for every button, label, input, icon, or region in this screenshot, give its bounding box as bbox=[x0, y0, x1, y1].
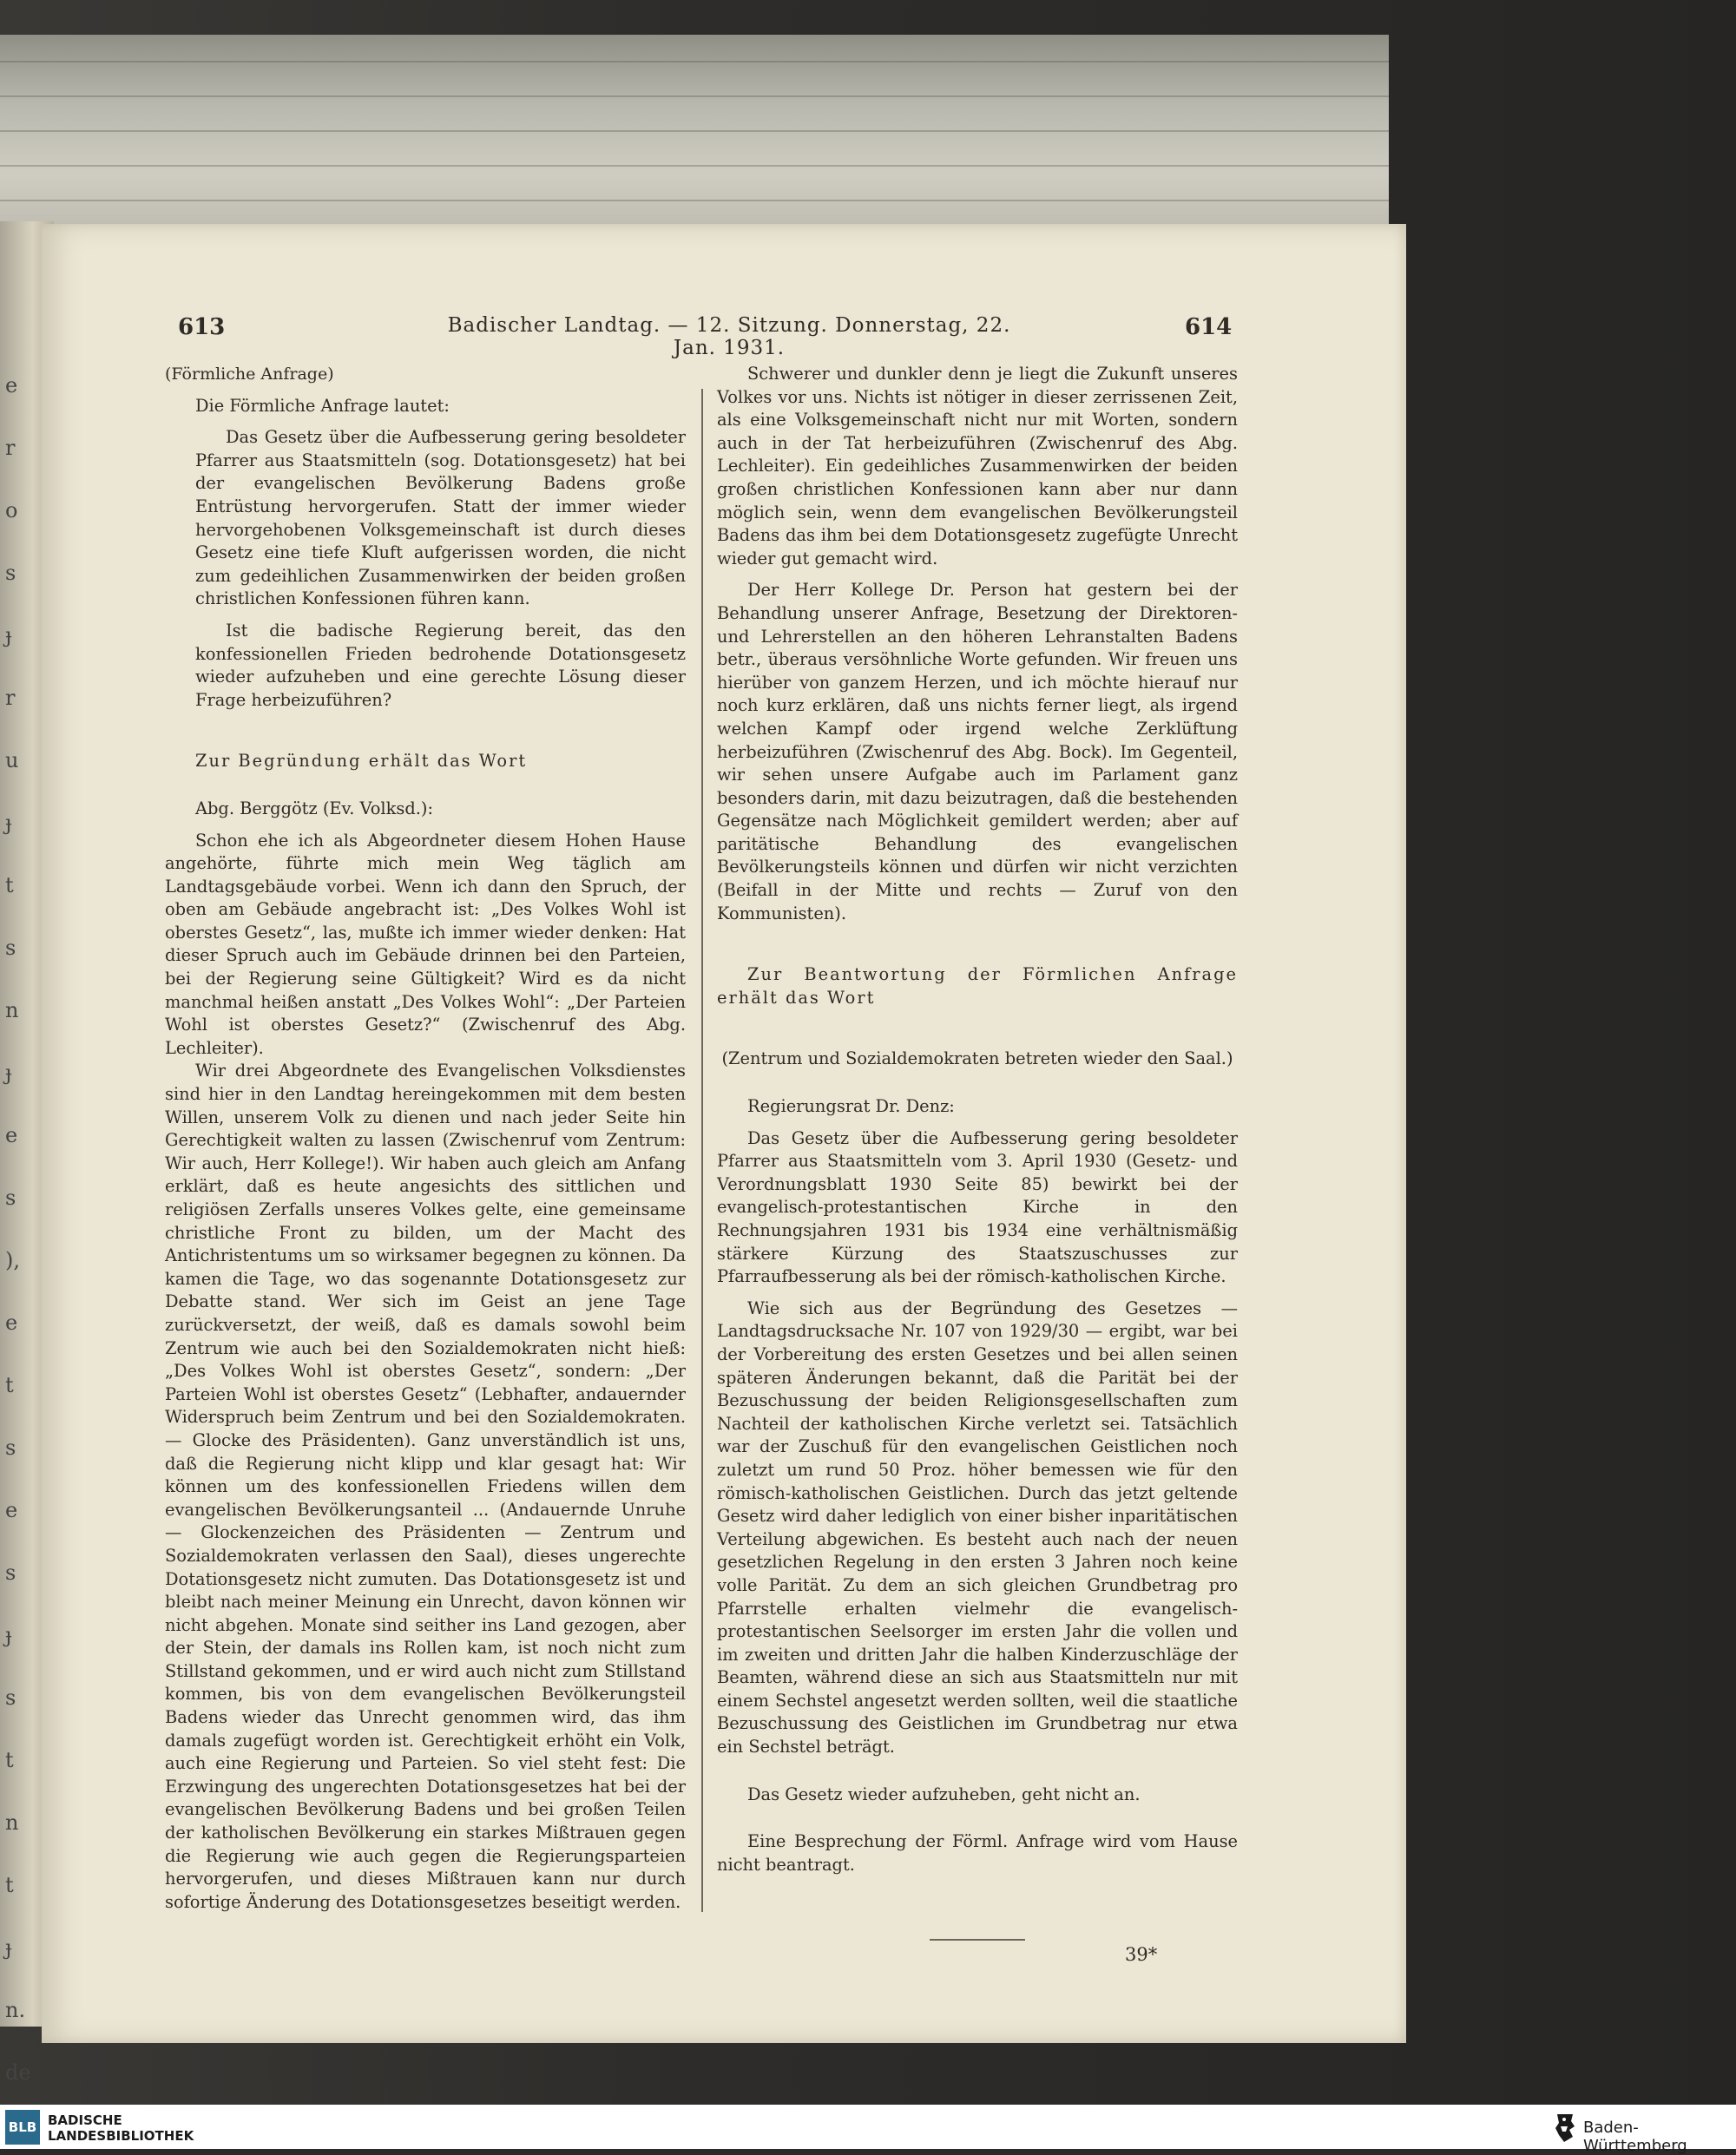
beantwortung-heading: Zur Beantwortung der Förmlichen Anfrage erhält das Wort bbox=[717, 964, 1238, 1008]
left-page-fragment: ɟ bbox=[5, 623, 12, 647]
left-page-fragment: e bbox=[5, 373, 18, 397]
left-page-fragment: ), bbox=[5, 1248, 20, 1272]
section-label: (Förmliche Anfrage) bbox=[165, 365, 334, 384]
anfrage-quote-1: Das Gesetz über die Aufbesserung gering besoldeter Pfarrer aus Staatsmitteln (sog. Dotationsgesetz) hat bei der evangelischen Bevölkerung Badens große Entrüstung hervorgerufen. Statt der immer wieder hervorgehobenen Volksgemeinschaft ist durch dieses Gesetz eine tiefe Kluft aufgerissen worden, die nicht zum gedeihlichen Zusammenwirken der beiden großen christlichen Konfessionen führen kann. bbox=[195, 427, 686, 609]
response-paragraph-2: Wie sich aus der Begründung des Gesetzes — Landtagsdrucksache Nr. 107 von 1929/30 — ergibt, war bei der Vorbereitung des ersten Gesetzes und bei allen seinen späteren Änderungen bekannt, daß die Parität bei der Bezuschussung der beiden Religionsgesellschaften zum Nachteil der katholischen Kirche verletzt sei. Tatsächlich war der Zuschuß für den evangelischen Geistlichen noch zuletzt um rund 50 Proz. höher bemessen wie für den römisch-katholischen Geistlichen. Durch das jetzt geltende Gesetz wird daher lediglich von einer bisher inparitätischen Verteilung abgewichen. Es besteht auch nach der neuen gesetzlichen Regelung in den ersten 3 Jahren noch keine volle Parität. Zu dem an sich gleichen Grundbetrag pro Pfarrstelle erhalten vielmehr die evangelisch-protestantischen Seelsorger im ersten Jahr die vollen und im zweiten und dritten Jahr die halben Kinderzuschläge der Beamten, während diese an sich aus Staatsmitteln nur mit einem Sechstel angesetzt werden sollten, weil die staatliche Bezuschussung des Geistlichen im Grundbetrag nur etwa ein Sechstel beträgt. bbox=[717, 1298, 1238, 1758]
stage-direction: (Zentrum und Sozialdemokraten betreten wieder den Saal.) bbox=[721, 1048, 1233, 1069]
left-page-fragment: t bbox=[5, 1873, 14, 1897]
speech-paragraph-2: Wir drei Abgeordnete des Evangelischen Volksdienstes sind hier in den Landtag hereingekommen mit dem besten Willen, unserem Volk zu dienen und nach jeder Seite hin Gerechtigkeit walten zu lassen (Zwischenruf vom Zentrum: Wir auch, Herr Kollege!). Wir haben auch gleich am Anfang erklärt, daß es heute angesichts des sittlichen und religiösen Zerfalls unseres Volkes gelte, eine gemeinsame christliche Front zu bilden, um der Macht des Antichristentums um so wirksamer begegnen zu können. Da kamen die Tage, wo das sogenannte Dotationsgesetz zur Debatte stand. Wer sich im Geist an jene Tage zurückversetzt, der weiß, daß es damals sowohl beim Zentrum wie auch bei den Sozialdemokraten nicht hieß: „Des Volkes Wohl ist oberstes Gesetz“, sondern: „Der Parteien Wohl ist oberstes Gesetz“ (Lebhafter, andauernder Widerspruch beim Zentrum und bei den Sozialdemokraten. — Glocke des Präsidenten). Ganz unverständlich ist uns, daß die Regierung nicht klipp und klar gesagt hat: Wir können um des konfessionellen Friedens willen dem evangelischen Bevölkerungsanteil ... (Andauernde Unruhe — Glockenzeichen des Präsidenten — Zentrum und Sozialdemokraten verlassen den Saal), dieses ungerechte Dotationsgesetz nicht zumuten. Das Dotationsgesetz ist und bleibt nach meiner Meinung ein Unrecht, davon können wir nicht abgehen. Monate sind seither ins Land gezogen, aber der Stein, der damals ins Rollen kam, ist noch nicht zum Stillstand gekommen, und er wird auch nicht zum Stillstand kommen, bis von dem evangelischen Bevölkerungsteil Badens wieder das Unrecht genommen wird, das ihm damals zugefügt worden ist. Gerechtigkeit erhöht ein Volk, auch eine Regierung und Parteien. So viel steht fest: Die Erzwingung des ungerechten Dotationsgesetzes hat bei der evangelischen Bevölkerung Badens und bei großen Teilen der katholischen Bevölkerung ein starkes Mißtrauen gegen die Regierung wie auch gegen die Regierungsparteien hervorgerufen, und dieses Mißtrauen kann nur durch sofortige Änderung des Dotationsgesetzes beseitigt werden. bbox=[165, 1061, 686, 1912]
left-page-fragment: u bbox=[5, 748, 19, 772]
left-page-fragment: s bbox=[5, 1685, 16, 1710]
left-page-fragment: e bbox=[5, 1498, 18, 1522]
left-page-fragment: de bbox=[5, 2060, 31, 2085]
left-page-fragment: ɟ bbox=[5, 1935, 12, 1960]
left-column bbox=[165, 363, 686, 1916]
left-page-fragment: t bbox=[5, 873, 14, 897]
blb-logo-text: BLB bbox=[8, 2119, 37, 2135]
column-divider bbox=[701, 389, 703, 1912]
left-page-fragment: n bbox=[5, 998, 19, 1022]
right-column bbox=[717, 363, 1238, 1916]
response-paragraph-1: Das Gesetz über die Aufbesserung gering besoldeter Pfarrer aus Staatsmitteln vom 3. April 1930 (Gesetz- und Verordnungsblatt 1930 Seite 85) bewirkt bei der evangelisch-protestantischen Kirche in den Rechnungsjahren 1931 bis 1934 eine verhältnismäßig stärkere Kürzung des Staatszuschusses zur Pfarraufbesserung als bei der römisch-katholischen Kirche. bbox=[717, 1127, 1238, 1287]
speaker-berggoetz: Abg. Berggötz (Ev. Volksd.): bbox=[195, 798, 433, 818]
closing-note: Eine Besprechung der Förml. Anfrage wird vom Hause nicht beantragt. bbox=[717, 1831, 1238, 1875]
speech-paragraph-1: Schon ehe ich als Abgeordneter diesem Hohen Hause angehörte, führte mich mein Weg täglich am Landtagsgebäude vorbei. Wenn ich dann den Spruch, der oben am Gebäude angebracht ist: „Des Volkes Wohl ist oberstes Gesetz“, las, mußte ich immer wieder denken: Hat dieser Spruch auch im Gebäude drinnen bei den Parteien, bei der Regierung seine Gültigkeit? Wird es da nicht manchmal heißen anstatt „Des Volkes Wohl“: „Der Parteien Wohl ist oberstes Gesetz?“ (Zwischenruf des Abg. Lechleiter). bbox=[165, 830, 686, 1058]
speech-paragraph-4: Der Herr Kollege Dr. Person hat gestern bei der Behandlung unserer Anfrage, Besetzung der Direktoren- und Lehrerstellen an den höheren Lehranstalten Badens betr., überaus versöhnliche Worte gefunden. Wir freuen uns hierüber von ganzem Herzen, und ich möchte hierauf nur noch kurz erklären, daß uns nichts ferner liegt, als irgend welchen Kampf oder irgend welche Zerklüftung herbeizuführen (Zwischenruf des Abg. Bock). Im Gegenteil, wir sehen unsere Aufgabe auch im Parlament ganz besonders darin, mit dazu beizutragen, daß die bestehenden Gegensätze nach Möglichkeit gemildert werden; aber auf paritätische Behandlung des evangelischen Bevölkerungsteils können und dürfen wir nicht verzichten (Beifall in der Mitte und rechts — Zuruf von den Kommunisten). bbox=[717, 580, 1238, 923]
state-name[interactable]: Baden-Württemberg bbox=[1583, 2119, 1687, 2155]
signature-mark: 39* bbox=[1125, 1944, 1158, 1965]
left-page-fragment: e bbox=[5, 1311, 18, 1335]
page-number-left: 613 bbox=[178, 314, 226, 340]
page-number-right: 614 bbox=[1185, 314, 1233, 340]
left-page-fragment: s bbox=[5, 1560, 16, 1585]
library-name-line-1: BADISCHE bbox=[48, 2112, 122, 2128]
left-page-fragment: n. bbox=[5, 1998, 26, 2022]
begruendung-heading: Zur Begründung erhält das Wort bbox=[195, 751, 528, 772]
footer-bar bbox=[0, 2105, 1736, 2149]
running-title: Badischer Landtag. — 12. Sitzung. Donnerstag, 22. Jan. 1931. bbox=[447, 314, 1011, 359]
left-page-fragment: ɟ bbox=[5, 811, 12, 835]
speaker-denz: Regierungsrat Dr. Denz: bbox=[747, 1096, 955, 1117]
left-page-fragment: t bbox=[5, 1373, 14, 1397]
left-page-fragment: r bbox=[5, 436, 16, 460]
book-page-edges bbox=[0, 35, 1389, 234]
left-page-fragment: o bbox=[5, 498, 18, 522]
anfrage-intro: Die Förmliche Anfrage lautet: bbox=[195, 395, 450, 416]
left-page-fragment: r bbox=[5, 686, 16, 710]
left-page-fragment: s bbox=[5, 1186, 16, 1210]
left-page-fragment: t bbox=[5, 1748, 14, 1772]
library-name[interactable] bbox=[48, 2112, 194, 2144]
left-page-fragment: n bbox=[5, 1810, 19, 1835]
left-page-fragment: ɟ bbox=[5, 1623, 12, 1647]
left-page-fragment: s bbox=[5, 936, 16, 960]
end-rule bbox=[930, 1939, 1025, 1941]
anfrage-quote-2: Ist die badische Regierung bereit, das den konfessionellen Frieden bedrohende Dotationsgesetz wieder aufzuheben und eine gerechte Lösung dieser Frage herbeizuführen? bbox=[195, 620, 686, 710]
left-page-fragment: s bbox=[5, 1436, 16, 1460]
baden-wuerttemberg-lion-icon bbox=[1554, 2111, 1576, 2144]
library-name-line-2: LANDESBIBLIOTHEK bbox=[48, 2128, 194, 2144]
left-page-fragment: ɟ bbox=[5, 1061, 12, 1085]
blb-logo-icon[interactable] bbox=[5, 2110, 40, 2145]
response-paragraph-3: Das Gesetz wieder aufzuheben, geht nicht an. bbox=[747, 1784, 1141, 1804]
left-page-fragment: s bbox=[5, 561, 16, 585]
left-page-fragment: e bbox=[5, 1123, 18, 1147]
speech-paragraph-3: Schwerer und dunkler denn je liegt die Zukunft unseres Volkes vor uns. Nichts ist nötiger in dieser zerrissenen Zeit, als eine Volksgemeinschaft nicht nur mit Worten, sondern auch in der Tat herbeizuführen (Zwischenruf des Abg. Lechleiter). Ein gedeihliches Zusammenwirken der beiden großen christlichen Konfessionen kann aber nur dann möglich sein, wenn dem evangelischen Bevölkerungsteil Badens das ihm bei dem Dotationsgesetz zugefügte Unrecht wieder gut gemacht wird. bbox=[717, 364, 1238, 568]
